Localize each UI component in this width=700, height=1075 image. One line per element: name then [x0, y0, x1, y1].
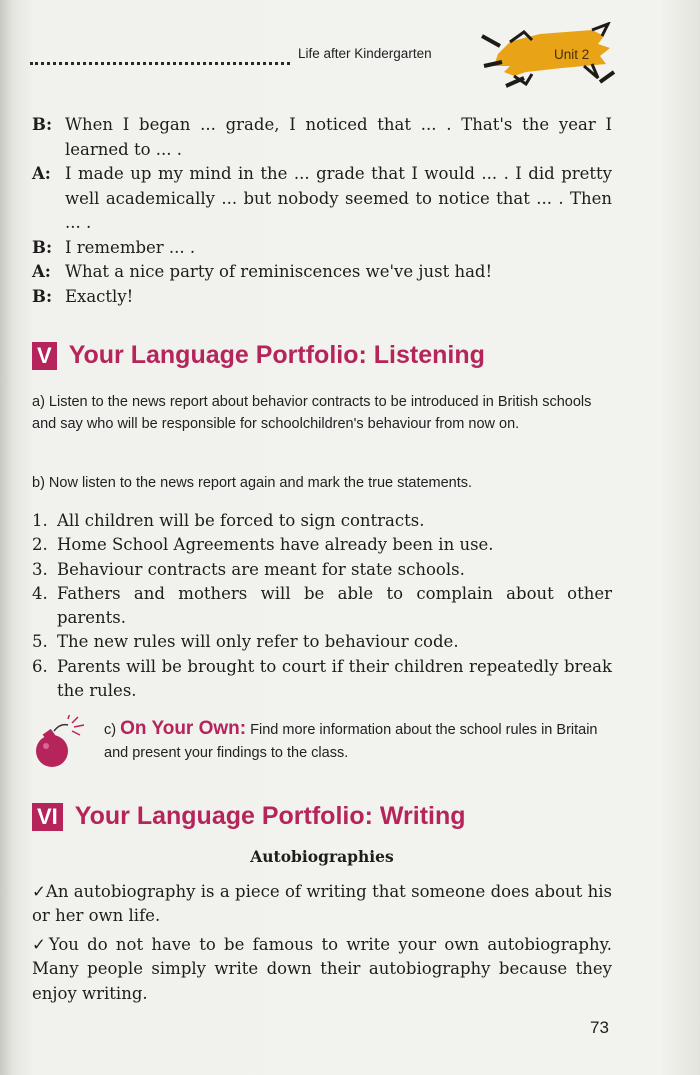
item-number: 5. — [32, 632, 48, 652]
brush-stroke-icon — [480, 22, 620, 92]
statements-list — [32, 509, 612, 703]
task-a: a) Listen to the news report about behavior contracts to be introduced in British schools and say who will be responsible for schoolchildren's behaviour from now on. — [32, 394, 592, 432]
dialogue-line — [32, 236, 612, 261]
list-item — [32, 582, 612, 631]
on-your-own-label: On Your Own: — [120, 718, 247, 739]
task-b: b) Now listen to the news report again and mark the true statements. — [32, 475, 473, 491]
unit-badge — [480, 22, 620, 92]
line-text: When I began ... grade, I noticed that ... . That's the year I learned to ... . — [65, 115, 612, 159]
task-letter: c) — [104, 722, 117, 738]
line-text: Exactly! — [65, 286, 134, 306]
speaker: A: — [32, 262, 51, 281]
paragraph-text: An autobiography is a piece of writing that someone does about his or her own life. — [32, 882, 612, 926]
section-numeral: VI — [32, 803, 63, 831]
speaker: B: — [32, 115, 53, 134]
list-item — [32, 630, 612, 654]
item-number: 3. — [32, 559, 48, 579]
dialogue-line — [32, 113, 612, 162]
line-text: I remember ... . — [65, 237, 196, 257]
list-item — [32, 558, 612, 582]
item-number: 2. — [32, 535, 48, 555]
speaker: A: — [32, 164, 51, 183]
on-your-own-task — [32, 715, 616, 775]
section-numeral: V — [32, 342, 57, 370]
item-text: The new rules will only refer to behaviour code. — [57, 632, 459, 652]
dialogue-line — [32, 260, 612, 285]
unit-label: Unit 2 — [554, 47, 590, 62]
section-title: Your Language Portfolio: Writing — [74, 802, 466, 830]
check-icon: ✓ — [32, 882, 46, 901]
item-text: Home School Agreements have already been in use. — [57, 535, 494, 555]
line-text: What a nice party of reminiscences we've just had! — [65, 262, 493, 281]
line-text: I made up my mind in the ... grade that I would ... . I did pretty well academically ... but nobody seemed to notice that ... . Then ... . — [65, 164, 612, 232]
page-header — [30, 40, 670, 90]
dialogue — [32, 113, 612, 309]
item-text: All children will be forced to sign contracts. — [57, 511, 425, 530]
item-number: 6. — [32, 656, 48, 676]
speaker: B: — [32, 237, 53, 257]
list-item — [32, 533, 612, 557]
section-heading-writing — [32, 802, 466, 831]
list-item — [32, 509, 612, 533]
item-number: 4. — [32, 583, 48, 603]
dialogue-line — [32, 285, 612, 310]
paragraph — [32, 880, 612, 929]
section-heading-listening — [32, 341, 485, 370]
item-number: 1. — [32, 511, 48, 530]
speaker: B: — [32, 286, 53, 306]
dialogue-line — [32, 162, 612, 236]
bomb-icon — [32, 715, 98, 771]
task-text: Find more information about the school rules in Britain and present your findings to the class. — [104, 722, 598, 761]
item-text: Fathers and mothers will be able to complain about other parents. — [57, 583, 612, 628]
running-title: Life after Kindergarten — [298, 46, 432, 61]
paragraph-text: You do not have to be famous to write your own autobiography. Many people simply write down their autobiography because they enjoy writing. — [32, 935, 612, 1003]
subheading: Autobiographies — [250, 847, 394, 866]
paragraph — [32, 933, 612, 1006]
list-item — [32, 655, 612, 704]
section-title: Your Language Portfolio: Listening — [68, 341, 485, 369]
page-number: 73 — [590, 1018, 609, 1037]
item-text: Parents will be brought to court if their children repeatedly break the rules. — [57, 656, 612, 701]
dotted-leader — [30, 62, 290, 65]
check-icon: ✓ — [32, 935, 49, 954]
item-text: Behaviour contracts are meant for state schools. — [57, 559, 465, 579]
on-your-own-text — [104, 717, 616, 765]
